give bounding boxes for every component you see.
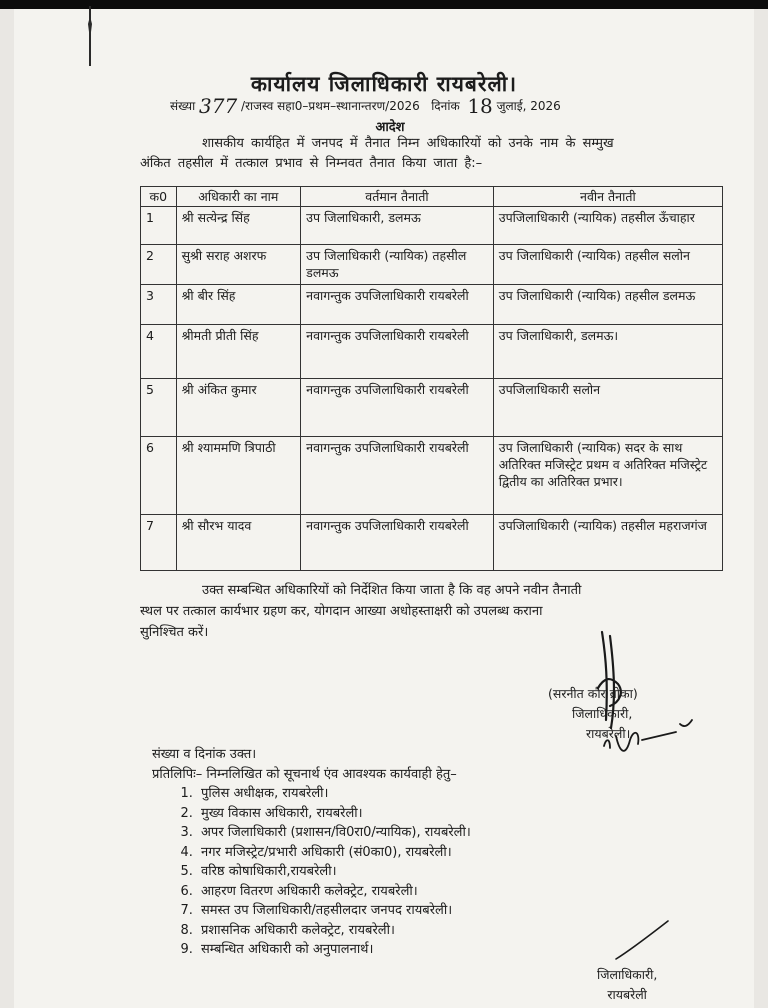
cell-current: नवागन्तुक उपजिलाधिकारी रायबरेली xyxy=(301,515,494,571)
cell-current: उप जिलाधिकारी, डलमऊ xyxy=(301,207,494,245)
cell-new: उप जिलाधिकारी (न्यायिक) तहसील सलोन xyxy=(493,245,722,285)
signatory-name: (सरनीत कौर ब्रोका) xyxy=(548,686,638,701)
list-item: 3. अपर जिलाधिकारी (प्रशासन/वि0रा0/न्यायिक), रायबरेली। xyxy=(197,823,471,843)
order-heading: आदेश xyxy=(375,120,405,135)
cell-name: श्री सौरभ यादव xyxy=(176,515,301,571)
closing-line-1: उक्त सम्बन्धित अधिकारियों को निर्देशित किया जाता है कि वह अपने नवीन तैनाती xyxy=(202,583,582,598)
cell-name: श्री श्याममणि त्रिपाठी xyxy=(176,437,301,515)
ref-date-label: दिनांक xyxy=(431,99,460,113)
cell-current: नवागन्तुक उपजिलाधिकारी रायबरेली xyxy=(301,437,494,515)
paper-pin-icon xyxy=(86,6,94,66)
footer-designation: जिलाधिकारी, xyxy=(597,967,658,982)
ref-number: 377 xyxy=(199,94,238,118)
cell-current: नवागन्तुक उपजिलाधिकारी रायबरेली xyxy=(301,325,494,379)
initial-signature xyxy=(612,915,672,965)
cell-sno: 3 xyxy=(141,285,177,325)
cell-new: उप जिलाधिकारी, डलमऊ। xyxy=(493,325,722,379)
signatory-place: रायबरेली। xyxy=(586,726,631,741)
ref-file: /राजस्व सहा0–प्रथम–स्थानान्तरण/2026 xyxy=(241,99,420,113)
table-row xyxy=(141,325,723,379)
cell-sno: 7 xyxy=(141,515,177,571)
posting-table xyxy=(140,186,723,571)
ref-month-year: जुलाई, 2026 xyxy=(496,99,561,113)
list-item: 1. पुलिस अधीक्षक, रायबरेली। xyxy=(197,784,471,804)
copy-list xyxy=(152,784,471,960)
header-sno: क0 xyxy=(141,187,177,207)
intro-line-1: शासकीय कार्यहित में जनपद में तैनात निम्न अधिकारियों को उनके नाम के सम्मुख xyxy=(202,136,614,151)
cell-sno: 5 xyxy=(141,379,177,437)
cell-new: उपजिलाधिकारी सलोन xyxy=(493,379,722,437)
list-item: 7. समस्त उप जिलाधिकारी/तहसीलदार जनपद रायबरेली। xyxy=(197,901,471,921)
copy-reference: संख्या व दिनांक उक्त। xyxy=(152,747,257,762)
header-new: नवीन तैनाती xyxy=(493,187,722,207)
cell-sno: 4 xyxy=(141,325,177,379)
closing-line-2: स्थल पर तत्काल कार्यभार ग्रहण कर, योगदान आख्या अधोहस्ताक्षरी को उपलब्ध कराना xyxy=(140,604,543,619)
copy-intro: प्रतिलिपिः– निम्नलिखित को सूचनार्थ एंव आवश्यक कार्यवाही हेतु– xyxy=(152,766,457,782)
cell-current: उप जिलाधिकारी (न्यायिक) तहसील डलमऊ xyxy=(301,245,494,285)
closing-line-3: सुनिश्चित करें। xyxy=(140,625,209,640)
footer-place: रायबरेली xyxy=(607,987,647,1002)
cell-new: उप जिलाधिकारी (न्यायिक) तहसील डलमऊ xyxy=(493,285,722,325)
intro-line-2: अंकित तहसील में तत्काल प्रभाव से निम्नवत तैनात किया जाता है:– xyxy=(140,156,483,171)
list-item: 5. वरिष्ठ कोषाधिकारी,रायबरेली। xyxy=(197,862,471,882)
list-item: 2. मुख्य विकास अधिकारी, रायबरेली। xyxy=(197,804,471,824)
reference-line xyxy=(170,94,561,118)
cell-new: उप जिलाधिकारी (न्यायिक) सदर के साथ अतिरिक्त मजिस्ट्रेट प्रथम व अतिरिक्त मजिस्ट्रेट द्वितीय का अतिरिक्त प्रभार। xyxy=(493,437,722,515)
cell-name: सुश्री सराह अशरफ xyxy=(176,245,301,285)
cell-name: श्री बीर सिंह xyxy=(176,285,301,325)
list-item: 6. आहरण वितरण अधिकारी कलेक्ट्रेट, रायबरेली। xyxy=(197,882,471,902)
table-row xyxy=(141,285,723,325)
cell-new: उपजिलाधिकारी (न्यायिक) तहसील ऊँचाहार xyxy=(493,207,722,245)
list-item: 8. प्रशासनिक अधिकारी कलेक्ट्रेट, रायबरेली। xyxy=(197,921,471,941)
office-title: कार्यालय जिलाधिकारी रायबरेली। xyxy=(250,72,518,96)
list-item: 9. सम्बन्धित अधिकारी को अनुपालनार्थ। xyxy=(197,940,471,960)
cell-sno: 1 xyxy=(141,207,177,245)
closing-paragraph xyxy=(140,580,581,643)
signatory-block xyxy=(548,684,638,744)
top-black-bar xyxy=(0,0,768,9)
cell-new: उपजिलाधिकारी (न्यायिक) तहसील महराजगंज xyxy=(493,515,722,571)
signatory-designation: जिलाधिकारी, xyxy=(572,706,633,721)
table-row xyxy=(141,437,723,515)
cell-current: नवागन्तुक उपजिलाधिकारी रायबरेली xyxy=(301,285,494,325)
header-current: वर्तमान तैनाती xyxy=(301,187,494,207)
cell-name: श्री सत्येन्द्र सिंह xyxy=(176,207,301,245)
ref-prefix: संख्या xyxy=(170,99,196,113)
cell-sno: 2 xyxy=(141,245,177,285)
table-row xyxy=(141,207,723,245)
table-row xyxy=(141,515,723,571)
cell-current: नवागन्तुक उपजिलाधिकारी रायबरेली xyxy=(301,379,494,437)
cell-name: श्री अंकित कुमार xyxy=(176,379,301,437)
ref-day: 18 xyxy=(467,94,493,118)
list-item: 4. नगर मजिस्ट्रेट/प्रभारी अधिकारी (सं0का0), रायबरेली। xyxy=(197,843,471,863)
footer-signatory xyxy=(597,965,657,1005)
table-header-row xyxy=(141,187,723,207)
copy-section xyxy=(152,745,471,960)
table-row xyxy=(141,245,723,285)
intro-paragraph xyxy=(140,134,614,174)
cell-name: श्रीमती प्रीती सिंह xyxy=(176,325,301,379)
cell-sno: 6 xyxy=(141,437,177,515)
header-name: अधिकारी का नाम xyxy=(176,187,301,207)
table-row xyxy=(141,379,723,437)
